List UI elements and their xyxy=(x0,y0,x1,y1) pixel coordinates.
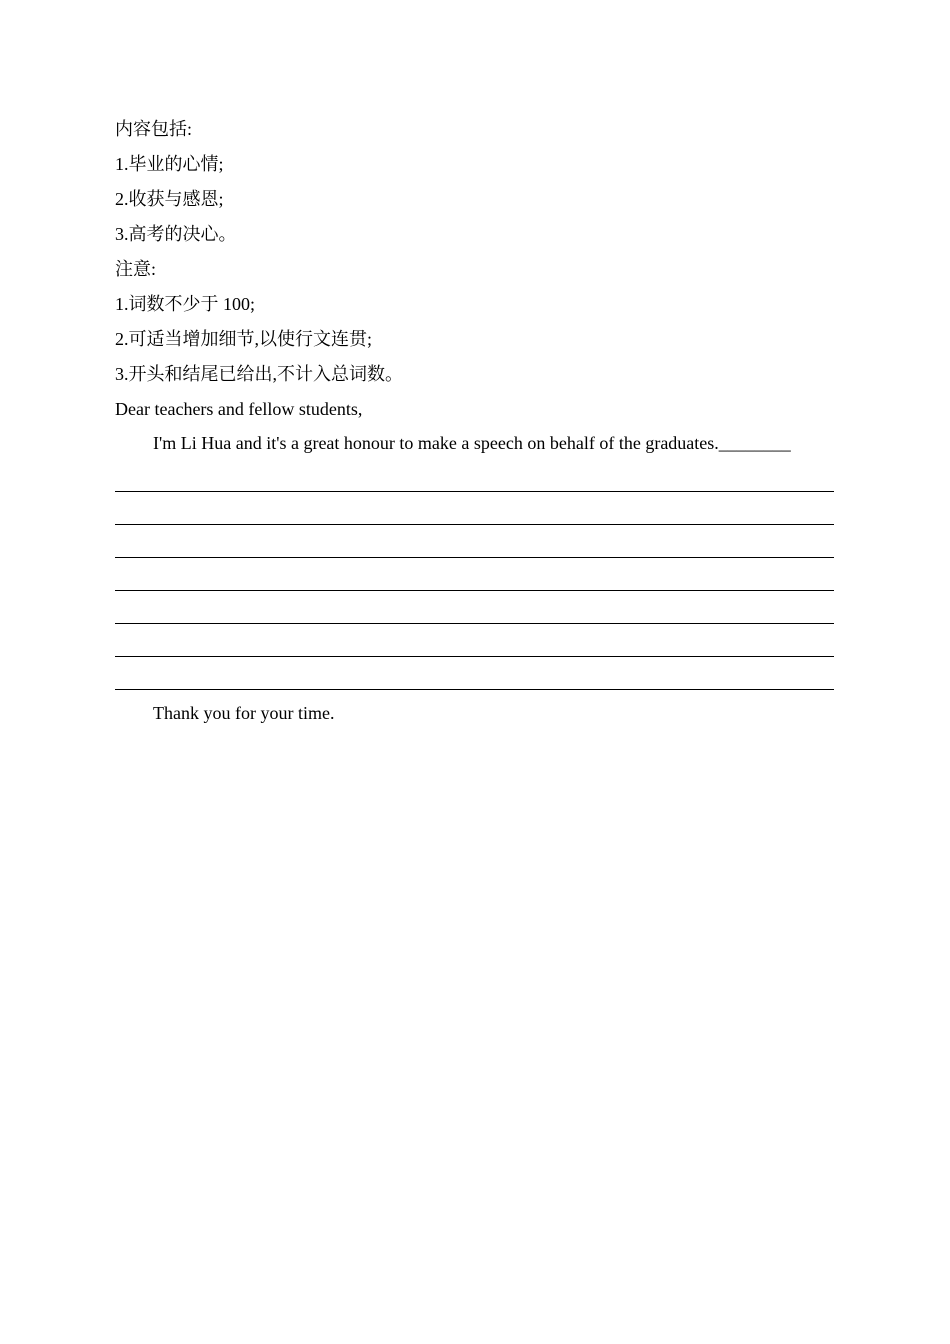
note-item: 2.可适当增加细节,以使行文连贯; xyxy=(115,329,372,349)
letter-opening: I'm Li Hua and it's a great honour to make a speech on behalf of the graduates.________ xyxy=(153,433,791,453)
answer-line[interactable] xyxy=(115,591,834,624)
note-heading: 注意: xyxy=(115,259,157,279)
note-item: 1.词数不少于 100; xyxy=(115,294,256,314)
note-item: 3.开头和结尾已给出,不计入总词数。 xyxy=(115,364,403,384)
letter-closing: Thank you for your time. xyxy=(153,703,335,723)
letter-salutation: Dear teachers and fellow students, xyxy=(115,399,363,419)
answer-line[interactable] xyxy=(115,492,834,525)
answer-lines xyxy=(115,459,834,690)
content-heading: 内容包括: xyxy=(115,119,193,139)
answer-line[interactable] xyxy=(115,657,834,690)
writing-task xyxy=(115,112,834,731)
answer-line[interactable] xyxy=(115,558,834,591)
content-item: 3.高考的决心。 xyxy=(115,224,237,244)
answer-line[interactable] xyxy=(115,459,834,492)
answer-line[interactable] xyxy=(115,624,834,657)
content-item: 2.收获与感恩; xyxy=(115,189,224,209)
content-item: 1.毕业的心情; xyxy=(115,154,224,174)
answer-line[interactable] xyxy=(115,525,834,558)
